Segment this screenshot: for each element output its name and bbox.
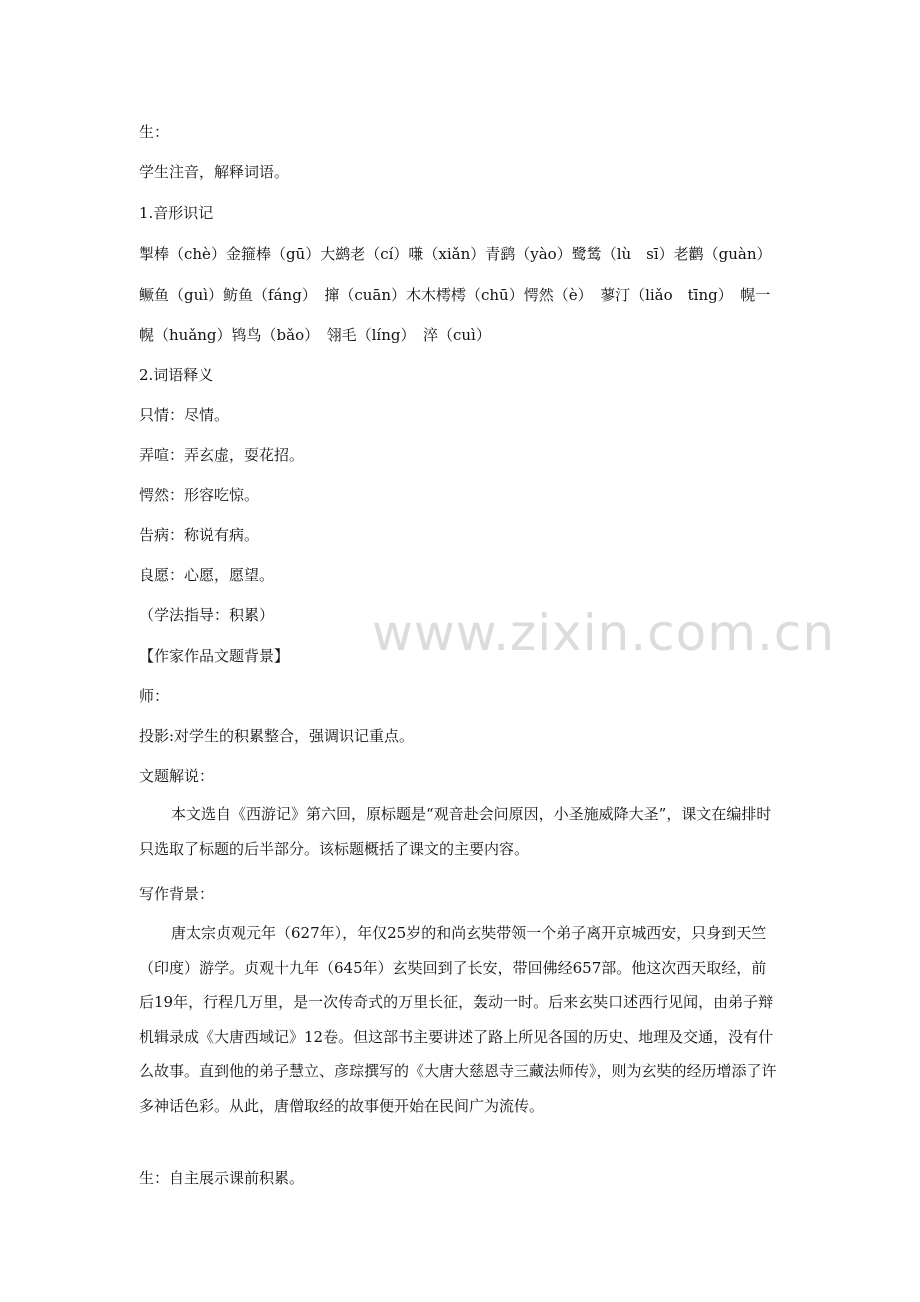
vocab-item: 告病：称说有病。 bbox=[139, 526, 260, 544]
section-heading-vocabulary: 2.词语释义 bbox=[139, 366, 214, 384]
writing-background-paragraph: 唐太宗贞观元年（627年），年仅25岁的和尚玄奘带领一个弟子离开京城西安，只身到天竺（印度）游学。贞观十九年（645年）玄奘回到了长安，带回佛经657部。他这次西天取经，前后19年，行程几万里，是一次传奇式的万里长征，轰动一时。后来玄奘口述西行见闻，由弟子辩机辑录成《大唐西域记》12卷。但这部书主要讲述了路上所见各国的历史、地理及交通，没有什么故事。直到他的弟子慧立、彦琮撰写的《大唐大慈恩寺三藏法师传》，则为玄奘的经历增添了许多神话色彩。从此，唐僧取经的故事便开始在民间广为流传。 bbox=[139, 924, 777, 1115]
section-heading-pronunciation: 1.音形识记 bbox=[139, 204, 214, 222]
pinyin-paragraph: 掣棒（chè）金箍棒（gū）大鹚老（cí）嗛（xiǎn）青鹞（yào）鹭鸶（lù sī）老鹳（guàn）鳜鱼（guì）鲂鱼（fáng） 撺（cuān）木木樗樗（chū）愕然（è） 蓼汀（liǎo tīng） 幌一幌（huǎng）鸨鸟（bǎo） 翎毛（líng） 淬（cuì） bbox=[139, 245, 772, 345]
watermark: www.zixin.com.cn bbox=[372, 604, 836, 662]
vocab-item: 弄喧：弄玄虚，耍花招。 bbox=[139, 446, 305, 464]
title-explanation-label: 文题解说： bbox=[139, 767, 215, 785]
section-heading-background: 【作家作品文题背景】 bbox=[139, 647, 290, 665]
projection-note: 投影:对学生的积累整合，强调识记重点。 bbox=[139, 727, 415, 745]
title-explanation-paragraph: 本文选自《西游记》第六回，原标题是“观音赴会问原因，小圣施威降大圣”，课文在编排时只选取了标题的后半部分。该标题概括了课文的主要内容。 bbox=[139, 805, 772, 858]
speaker-teacher-label: 师： bbox=[139, 687, 170, 705]
instruction-line: 学生注音，解释词语。 bbox=[139, 163, 290, 181]
method-note: （学法指导：积累） bbox=[139, 606, 275, 624]
speaker-student-label: 生： bbox=[139, 123, 170, 141]
student-activity-line: 生：自主展示课前积累。 bbox=[139, 1169, 305, 1187]
vocab-item: 只情：尽情。 bbox=[139, 406, 230, 424]
vocab-item: 愕然：形容吃惊。 bbox=[139, 486, 260, 504]
vocab-item: 良愿：心愿，愿望。 bbox=[139, 566, 275, 584]
writing-background-label: 写作背景： bbox=[139, 885, 215, 903]
